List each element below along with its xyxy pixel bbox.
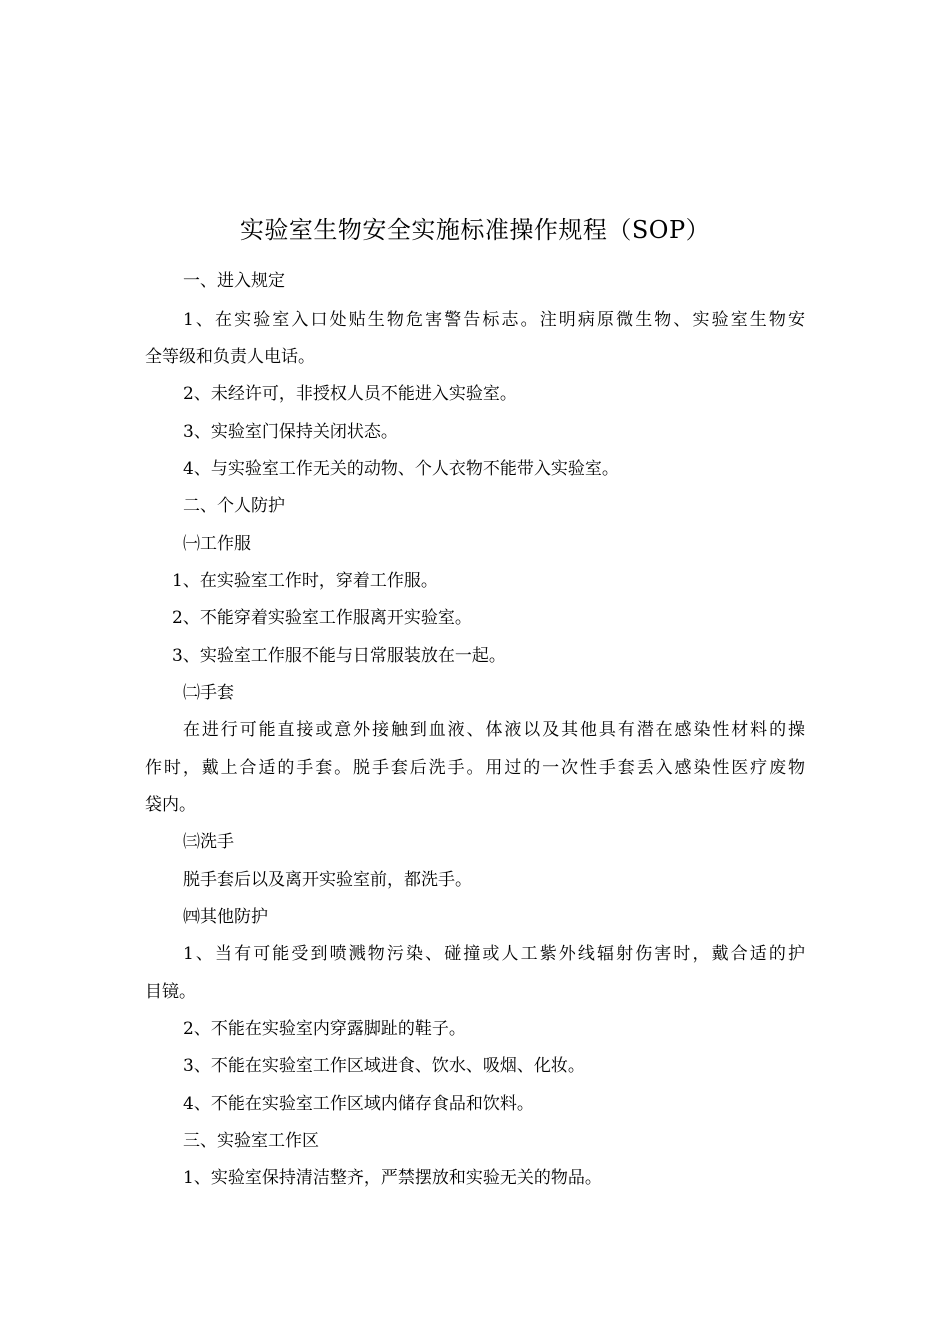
paragraph-line: 2、不能穿着实验室工作服离开实验室。 — [172, 608, 472, 628]
section-heading-entry: 一、进入规定 — [183, 271, 285, 291]
paragraph-line: 4、与实验室工作无关的动物、个人衣物不能带入实验室。 — [183, 459, 619, 479]
section-heading-workarea: 三、实验室工作区 — [183, 1131, 319, 1151]
paragraph-line: 3、不能在实验室工作区域进食、饮水、吸烟、化妆。 — [183, 1056, 585, 1076]
paragraph-line: 1、在实验室入口处贴生物危害警告标志。注明病原微生物、实验室生物安 — [183, 310, 805, 330]
paragraph-line: 1、在实验室工作时，穿着工作服。 — [172, 571, 438, 591]
subsection-heading-other: ㈣其他防护 — [183, 907, 268, 927]
paragraph-line: 在进行可能直接或意外接触到血液、体液以及其他具有潜在感染性材料的操 — [183, 720, 805, 740]
paragraph-line: 2、不能在实验室内穿露脚趾的鞋子。 — [183, 1019, 466, 1039]
subsection-heading-gloves: ㈡手套 — [183, 683, 234, 703]
subsection-heading-workwear: ㈠工作服 — [183, 534, 251, 554]
document-title: 实验室生物安全实施标准操作规程（SOP） — [239, 216, 711, 244]
paragraph-line: 脱手套后以及离开实验室前，都洗手。 — [183, 870, 472, 890]
section-heading-protection: 二、个人防护 — [183, 496, 285, 516]
paragraph-line: 作时，戴上合适的手套。脱手套后洗手。用过的一次性手套丢入感染性医疗废物 — [145, 758, 805, 778]
paragraph-line: 1、实验室保持清洁整齐，严禁摆放和实验无关的物品。 — [183, 1168, 602, 1188]
paragraph-line: 目镜。 — [145, 982, 196, 1002]
paragraph-line: 1、当有可能受到喷溅物污染、碰撞或人工紫外线辐射伤害时，戴合适的护 — [183, 944, 805, 964]
paragraph-line: 2、未经许可，非授权人员不能进入实验室。 — [183, 384, 517, 404]
paragraph-line: 4、不能在实验室工作区域内储存食品和饮料。 — [183, 1094, 534, 1114]
subsection-heading-handwash: ㈢洗手 — [183, 832, 234, 852]
paragraph-line: 全等级和负责人电话。 — [145, 347, 315, 367]
paragraph-line: 3、实验室工作服不能与日常服装放在一起。 — [172, 646, 506, 666]
paragraph-line: 袋内。 — [145, 795, 196, 815]
paragraph-line: 3、实验室门保持关闭状态。 — [183, 422, 398, 442]
